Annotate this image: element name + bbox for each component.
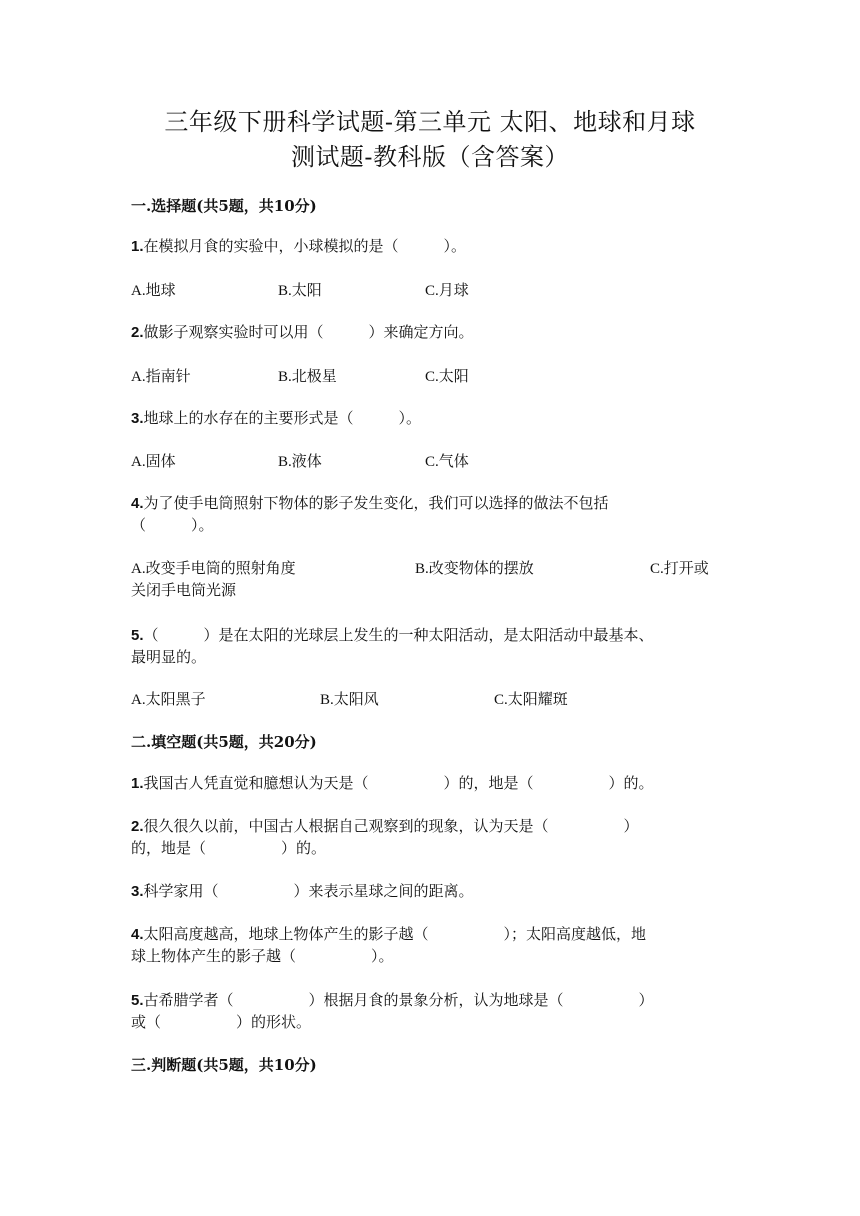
option-c: C.太阳耀斑: [494, 690, 568, 708]
question-text-continued: 最明显的。: [131, 648, 207, 666]
option-a: A.改变手电筒的照射角度: [131, 559, 296, 577]
question-text: 我国古人凭直觉和臆想认为天是（ ）的，地是（ ）的。: [143, 774, 654, 792]
option-a: A.太阳黑子: [131, 690, 206, 708]
question: [131, 235, 731, 258]
option-b: B.太阳: [278, 281, 322, 299]
question-text: 为了使手电筒照射下物体的影子发生变化，我们可以选择的做法不包括: [143, 494, 609, 512]
question: [131, 407, 731, 430]
question-number: 2.: [131, 818, 144, 835]
question-text: 做影子观察实验时可以用（ ）来确定方向。: [143, 323, 474, 341]
question-text-continued: 球上物体产生的影子越（ ）。: [131, 947, 394, 965]
question-number: 1.: [131, 238, 144, 255]
option-a: A.固体: [131, 452, 176, 470]
question-text: 地球上的水存在的主要形式是（ ）。: [143, 409, 422, 427]
question: [131, 772, 731, 795]
question: [131, 923, 731, 946]
question-number: 1.: [131, 775, 144, 792]
option-b: B.北极星: [278, 367, 337, 385]
question-text: 很久很久以前，中国古人根据自己观察到的现象，认为天是（ ）: [143, 817, 639, 835]
option-b: B.太阳风: [320, 690, 379, 708]
option-a: A.指南针: [131, 367, 191, 385]
question: [131, 624, 731, 647]
question-text: 太阳高度越高，地球上物体产生的影子越（ ）；太阳高度越低，地: [143, 925, 647, 943]
question-text: 古希腊学者（ ）根据月食的景象分析，认为地球是（ ）: [143, 991, 654, 1009]
question: [131, 989, 731, 1012]
section-heading-true-false: 三.判断题(共5题，共10分): [131, 1056, 317, 1074]
question-number: 4.: [131, 495, 144, 512]
option-c: C.气体: [425, 452, 469, 470]
question-text: （ ）是在太阳的光球层上发生的一种太阳活动，是太阳活动中最基本、: [143, 626, 654, 644]
option-a: A.地球: [131, 281, 176, 299]
option-c: C.打开或: [650, 559, 709, 577]
exam-title-line-1: 三年级下册科学试题-第三单元 太阳、地球和月球: [164, 108, 696, 136]
question-number: 4.: [131, 926, 144, 943]
question-number: 3.: [131, 883, 144, 900]
question-number: 2.: [131, 324, 144, 341]
option-c-continued: 关闭手电筒光源: [131, 581, 237, 599]
question-text: 科学家用（ ）来表示星球之间的距离。: [143, 882, 474, 900]
option-c: C.月球: [425, 281, 469, 299]
option-b: B.改变物体的摆放: [415, 559, 534, 577]
section-heading-fill-blank: 二.填空题(共5题，共20分): [131, 733, 317, 751]
question-text-continued: 或（ ）的形状。: [131, 1013, 312, 1031]
question-text-continued: 的，地是（ ）的。: [131, 839, 327, 857]
question-number: 5.: [131, 992, 144, 1009]
question: [131, 492, 731, 515]
question-text: 在模拟月食的实验中，小球模拟的是（ ）。: [143, 237, 467, 255]
question-number: 3.: [131, 410, 144, 427]
section-heading-choice: 一.选择题(共5题，共10分): [131, 197, 317, 215]
question-text-continued: （ ）。: [131, 516, 214, 534]
option-b: B.液体: [278, 452, 322, 470]
exam-title-line-2: 测试题-教科版（含答案）: [290, 143, 570, 171]
question: [131, 815, 731, 838]
question: [131, 321, 731, 344]
question-number: 5.: [131, 627, 144, 644]
question: [131, 880, 731, 903]
option-c: C.太阳: [425, 367, 469, 385]
